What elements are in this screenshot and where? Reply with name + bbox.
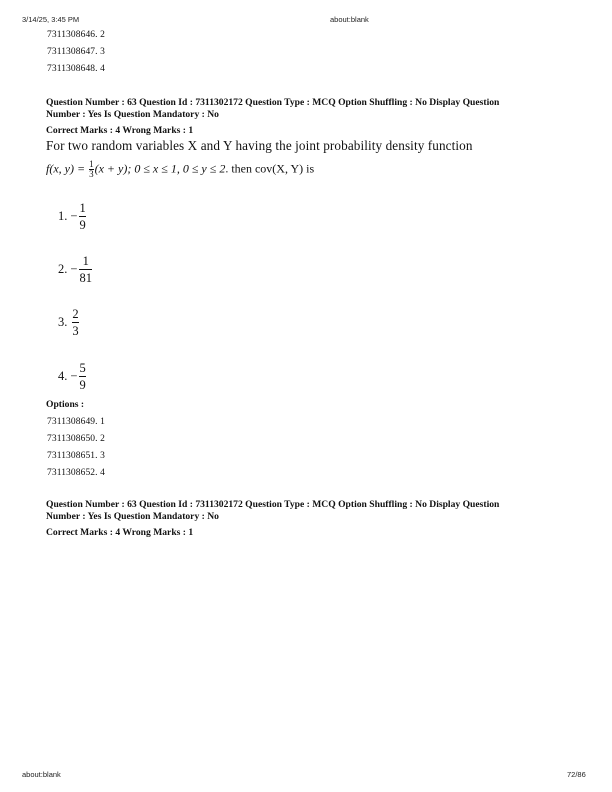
choice-numerator: 1 [79,201,86,215]
option-id: 7311308652. 4 [47,468,105,478]
formula-fraction [89,160,94,179]
prev-option-id: 7311308646. 2 [47,30,105,40]
question-header-line2: Number : Yes Is Question Mandatory : No [46,109,219,120]
option-id: 7311308651. 3 [47,451,105,461]
formula-lhs: f(x, y) = [46,161,89,176]
print-footer-url: about:blank [22,770,61,779]
question-marks: Correct Marks : 4 Wrong Marks : 1 [46,125,194,136]
choice-denominator: 3 [72,324,79,338]
choice-denominator: 9 [79,218,86,232]
answer-choice-1 [58,201,86,232]
option-id: 7311308650. 2 [47,434,105,444]
answer-choice-4 [58,361,86,392]
print-page-counter: 72/86 [567,770,586,779]
formula-frac-num: 1 [89,159,94,169]
fraction-bar [72,322,78,323]
fraction-bar [79,269,92,270]
choice-number: 3. [58,315,68,329]
choice-denominator: 81 [79,271,92,285]
answer-choice-3 [58,307,79,338]
prev-option-id: 7311308647. 3 [47,47,105,57]
options-label: Options : [46,399,85,410]
choice-fraction [72,307,78,338]
choice-number: 4. [58,369,68,383]
choice-fraction [79,201,85,232]
choice-numerator: 1 [82,254,89,268]
formula-rhs: (x + y); 0 ≤ x ≤ 1, 0 ≤ y ≤ 2 [94,161,226,176]
print-page-title: about:blank [330,15,369,24]
choice-number: 2. [58,262,68,276]
choice-number: 1. [58,209,68,223]
question-text: For two random variables X and Y having the joint probability density function [46,138,473,153]
choice-denominator: 9 [79,378,86,392]
choice-sign: − [70,369,78,383]
question-header-line1: Question Number : 63 Question Id : 7311302172 Question Type : MCQ Option Shuffling : No Display Question [46,97,500,108]
choice-numerator: 5 [79,361,86,375]
option-id: 7311308649. 1 [47,417,105,427]
formula-frac-den: 3 [89,169,94,179]
formula-tail: . then cov(X, Y) is [225,161,315,176]
choice-fraction [79,254,92,285]
choice-fraction [79,361,85,392]
choice-numerator: 2 [72,307,79,321]
prev-option-id: 7311308648. 4 [47,64,105,74]
question-header-line1: Question Number : 63 Question Id : 7311302172 Question Type : MCQ Option Shuffling : No Display Question [46,499,500,510]
next-question-header [46,499,576,523]
question-header-line2: Number : Yes Is Question Mandatory : No [46,511,219,522]
choice-sign: − [70,262,78,276]
print-timestamp: 3/14/25, 3:45 PM [22,15,80,24]
fraction-bar [79,376,85,377]
next-question-marks: Correct Marks : 4 Wrong Marks : 1 [46,527,194,538]
question-formula [46,160,314,188]
question-header [46,97,576,121]
answer-choice-2 [58,254,92,285]
choice-sign: − [70,209,78,223]
fraction-bar [79,216,85,217]
